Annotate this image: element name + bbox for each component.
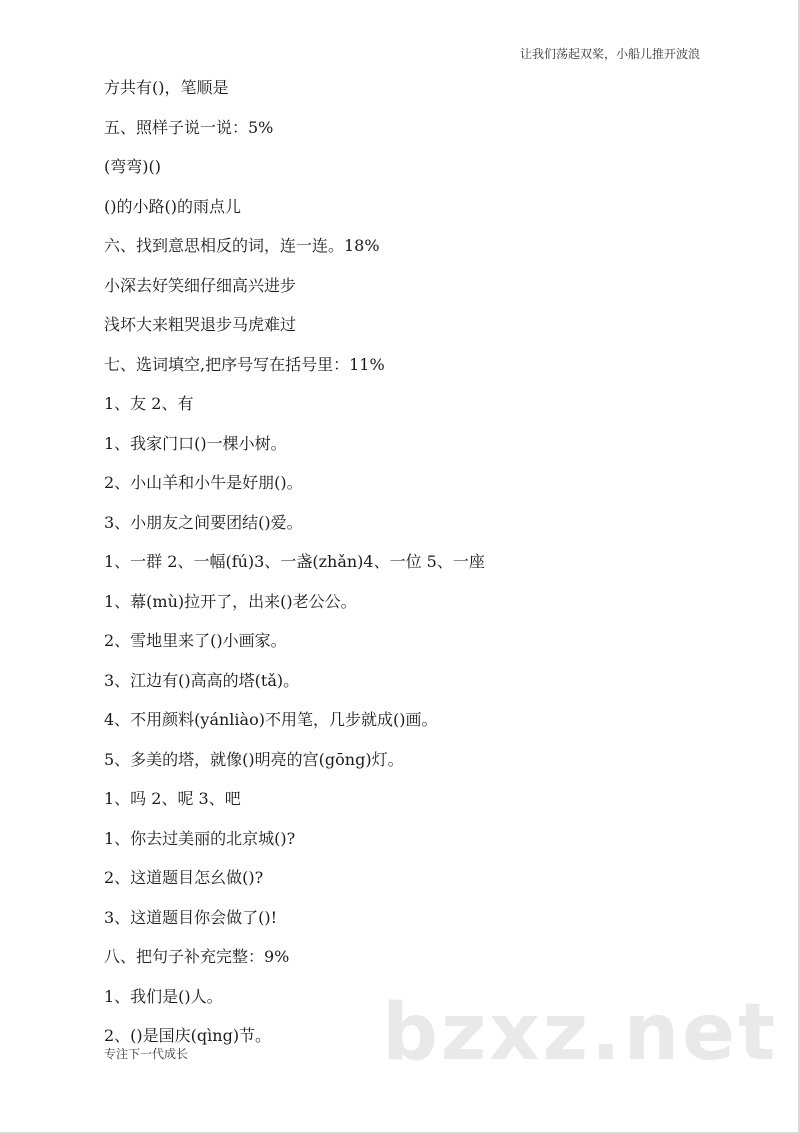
question-line: 2、雪地里来了()小画家。 xyxy=(104,631,287,650)
question-line: 1、幕(mù)拉开了，出来()老公公。 xyxy=(104,591,357,611)
question-line: 1、我们是()人。 xyxy=(104,986,223,1006)
document-body xyxy=(104,68,744,1056)
text-line: 小深去好笑细仔细高兴进步 xyxy=(104,275,297,295)
footer-text: 专注下一代成长 xyxy=(104,1047,189,1061)
text-line: (弯弯)() xyxy=(104,157,161,176)
question-line: 3、小朋友之间要团结()爱。 xyxy=(104,512,303,532)
section-heading: 五、照样子说一说：5% xyxy=(104,117,274,137)
question-line: 5、多美的塔，就像()明亮的宫(gōng)灯。 xyxy=(104,749,404,769)
question-line: 3、江边有()高高的塔(tǎ)。 xyxy=(104,670,300,690)
question-line: 1、你去过美丽的北京城()? xyxy=(104,828,296,848)
text-line: ()的小路()的雨点儿 xyxy=(104,196,241,216)
option-line: 1、一群 2、一幅(fú)3、一盏(zhǎn)4、一位 5、一座 xyxy=(104,552,485,571)
question-line: 2、这道题目怎幺做()? xyxy=(104,868,264,887)
option-line: 1、友 2、有 xyxy=(104,394,194,413)
question-line: 2、()是国庆(qìng)节。 xyxy=(104,1026,272,1045)
question-line: 3、这道题目你会做了()! xyxy=(104,907,278,927)
section-heading: 七、选词填空,把序号写在括号里：11% xyxy=(104,354,385,374)
question-line: 1、我家门口()一棵小树。 xyxy=(104,433,287,453)
section-heading: 八、把句子补充完整：9% xyxy=(104,947,290,966)
question-line: 2、小山羊和小牛是好朋()。 xyxy=(104,473,303,492)
text-line: 方共有()，笔顺是 xyxy=(104,78,229,97)
question-line: 4、不用颜料(yánliào)不用笔，几步就成()画。 xyxy=(104,710,438,729)
option-line: 1、吗 2、呢 3、吧 xyxy=(104,789,241,808)
section-heading: 六、找到意思相反的词，连一连。18% xyxy=(104,236,380,255)
watermark: bzxz.net xyxy=(382,988,779,1078)
header-motto: 让我们荡起双桨，小船儿推开波浪 xyxy=(520,47,701,61)
text-line: 浅坏大来粗哭退步马虎难过 xyxy=(104,315,297,334)
